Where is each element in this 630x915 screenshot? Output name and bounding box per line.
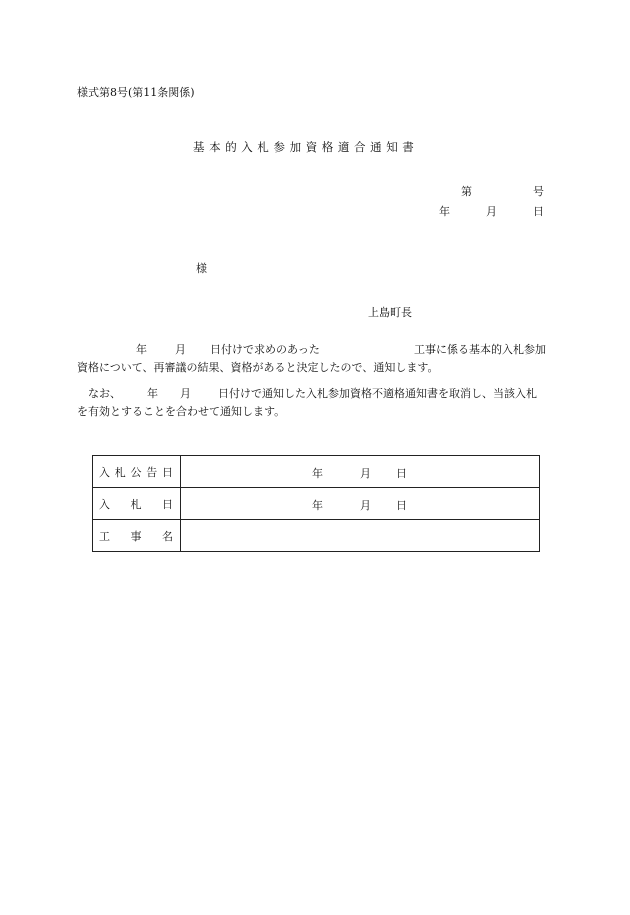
para1-text-b: 工事に係る基本的入札参加 [414,343,546,356]
cell-day: 日 [396,499,407,512]
para1-line2: 資格について、再審議の結果、資格があると決定したので、通知します。 [77,361,439,374]
label-char: 工 [99,529,110,543]
table-row-bid-date [93,488,540,520]
bid-date-value[interactable] [181,488,540,520]
issuer-name: 上島町長 [368,306,412,319]
cell-month: 月 [360,467,371,480]
bid-notice-date-label [93,456,181,488]
cell-year: 年 [312,467,323,480]
date-month: 月 [486,205,497,218]
para2-month: 月 [180,387,191,400]
para2-line2: を有効とすることを合わせて通知します。 [77,405,286,418]
date-day: 日 [533,205,544,218]
para2-text-a: 日付けで通知した入札参加資格不適格通知書を取消し、当該入札 [218,387,537,400]
number-suffix: 号 [533,185,544,198]
bid-notice-date-value[interactable] [181,456,540,488]
document-title: 基本的入札参加資格適合通知書 [193,140,419,154]
label-char: 日 [162,465,173,479]
project-name-value[interactable] [181,520,540,552]
para2-lead: なお、 [88,387,121,400]
cell-year: 年 [312,499,323,512]
info-table [92,455,540,552]
cell-month: 月 [360,499,371,512]
form-label: 様式第8号(第11条関係) [77,86,195,99]
para1-month: 月 [175,343,186,356]
addressee-suffix: 様 [196,262,207,275]
number-prefix: 第 [461,185,472,198]
para1-text-a: 日付けで求めのあった [210,343,320,356]
label-char: 日 [162,497,173,511]
para2-year: 年 [147,387,158,400]
label-char: 名 [162,529,173,543]
label-char: 入 [99,465,110,479]
label-char: 告 [146,465,158,479]
project-name-label [93,520,181,552]
label-char: 事 [130,529,142,543]
label-char: 入 [99,497,110,511]
date-year: 年 [439,205,450,218]
bid-date-label [93,488,181,520]
label-char: 公 [130,465,142,479]
label-char: 札 [114,465,126,479]
cell-day: 日 [396,467,407,480]
table-row-bid-notice-date [93,456,540,488]
para1-year: 年 [136,343,147,356]
label-char: 札 [130,497,142,511]
table-row-project-name [93,520,540,552]
